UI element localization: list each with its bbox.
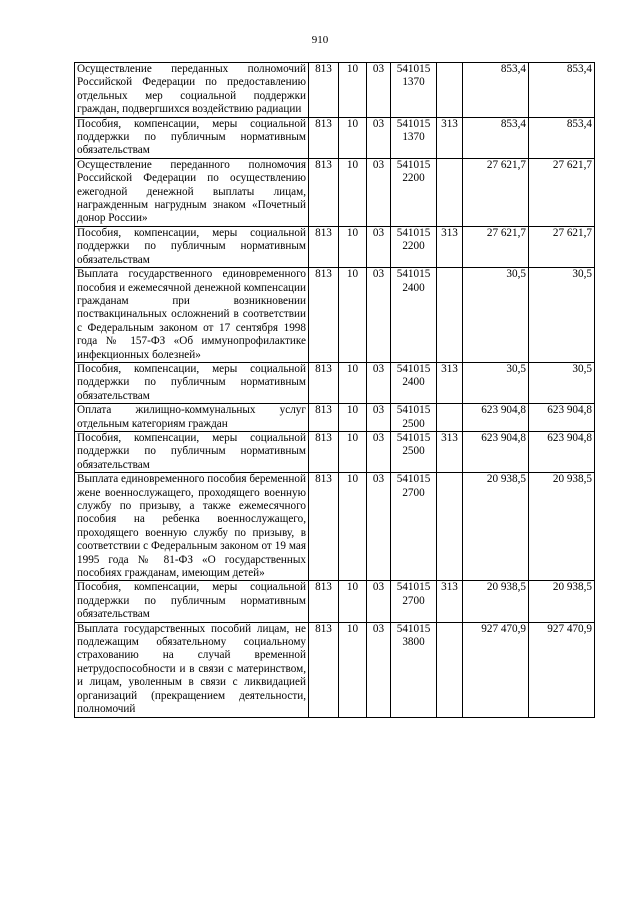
amount-cell-2: 623 904,8: [529, 431, 595, 472]
amount-cell-1: 853,4: [463, 117, 529, 158]
expense-type-cell: 313: [437, 431, 463, 472]
row-name-cell: Оплата жилищно-коммунальных услуг отдельным категориям граждан: [75, 404, 309, 432]
target-article-cell: 541015 2700: [391, 473, 437, 581]
target-article-cell: 541015 2700: [391, 581, 437, 622]
ministry-code-cell: 813: [309, 622, 339, 717]
amount-cell-2: 20 938,5: [529, 581, 595, 622]
subsection-code-cell: 03: [367, 622, 391, 717]
table-row: [75, 158, 595, 226]
expense-type-cell: 313: [437, 581, 463, 622]
amount-cell-1: 623 904,8: [463, 431, 529, 472]
amount-cell-2: 853,4: [529, 63, 595, 118]
amount-cell-2: 623 904,8: [529, 404, 595, 432]
amount-cell-1: 20 938,5: [463, 581, 529, 622]
expense-type-cell: [437, 404, 463, 432]
ministry-code-cell: 813: [309, 268, 339, 363]
amount-cell-2: 20 938,5: [529, 473, 595, 581]
row-name-cell: Пособия, компенсации, меры социальной поддержки по публичным нормативным обязательствам: [75, 117, 309, 158]
expense-type-cell: [437, 473, 463, 581]
table-row: [75, 117, 595, 158]
ministry-code-cell: 813: [309, 63, 339, 118]
expense-type-cell: 313: [437, 362, 463, 403]
ministry-code-cell: 813: [309, 581, 339, 622]
ministry-code-cell: 813: [309, 431, 339, 472]
amount-cell-1: 27 621,7: [463, 226, 529, 267]
ministry-code-cell: 813: [309, 404, 339, 432]
section-code-cell: 10: [339, 581, 367, 622]
expense-type-cell: 313: [437, 226, 463, 267]
ministry-code-cell: 813: [309, 158, 339, 226]
subsection-code-cell: 03: [367, 473, 391, 581]
subsection-code-cell: 03: [367, 117, 391, 158]
table-body: [75, 63, 595, 718]
amount-cell-2: 853,4: [529, 117, 595, 158]
row-name-cell: Осуществление переданных полномочий Российской Федерации по предоставлению отдельных мер социальной поддержки граждан, подвергшихся воздействию радиации: [75, 63, 309, 118]
ministry-code-cell: 813: [309, 117, 339, 158]
table-row: [75, 362, 595, 403]
subsection-code-cell: 03: [367, 63, 391, 118]
amount-cell-2: 27 621,7: [529, 226, 595, 267]
ministry-code-cell: 813: [309, 362, 339, 403]
amount-cell-1: 623 904,8: [463, 404, 529, 432]
table-row: [75, 268, 595, 363]
amount-cell-2: 30,5: [529, 362, 595, 403]
row-name-cell: Выплата единовременного пособия беременной жене военнослужащего, проходящего военную службу по призыву, а также ежемесячного пособия на ребенка военнослужащего, проходящего военную службу по призыву, в соответствии с Федеральным законом от 19 мая 1995 года № 81-ФЗ «О государственных пособиях гражданам, имеющим детей»: [75, 473, 309, 581]
amount-cell-1: 27 621,7: [463, 158, 529, 226]
row-name-cell: Выплата государственных пособий лицам, не подлежащим обязательному социальному страхованию на случай временной нетрудоспособности и в связи с материнством, и лицам, уволенным в связи с ликвидацией организаций (прекращением деятельности, полномочий: [75, 622, 309, 717]
section-code-cell: 10: [339, 268, 367, 363]
section-code-cell: 10: [339, 63, 367, 118]
row-name-cell: Выплата государственного единовременного пособия и ежемесячной денежной компенсации гражданам при возникновении поствакцинальных осложнений в соответствии с Федеральным законом от 17 сентября 1998 года № 157-ФЗ «Об иммунопрофилактике инфекционных болезней»: [75, 268, 309, 363]
expense-type-cell: 313: [437, 117, 463, 158]
subsection-code-cell: 03: [367, 226, 391, 267]
page-number: 910: [311, 34, 329, 46]
subsection-code-cell: 03: [367, 362, 391, 403]
amount-cell-2: 30,5: [529, 268, 595, 363]
section-code-cell: 10: [339, 473, 367, 581]
subsection-code-cell: 03: [367, 431, 391, 472]
expense-type-cell: [437, 158, 463, 226]
amount-cell-2: 27 621,7: [529, 158, 595, 226]
target-article-cell: 541015 3800: [391, 622, 437, 717]
subsection-code-cell: 03: [367, 158, 391, 226]
section-code-cell: 10: [339, 404, 367, 432]
section-code-cell: 10: [339, 362, 367, 403]
row-name-cell: Пособия, компенсации, меры социальной поддержки по публичным нормативным обязательствам: [75, 362, 309, 403]
row-name-cell: Осуществление переданного полномочия Российской Федерации по осуществлению ежегодной денежной выплаты лицам, награжденным нагрудным знаком «Почетный донор России»: [75, 158, 309, 226]
ministry-code-cell: 813: [309, 473, 339, 581]
amount-cell-1: 853,4: [463, 63, 529, 118]
expense-type-cell: [437, 63, 463, 118]
table-row: [75, 226, 595, 267]
table-row: [75, 63, 595, 118]
row-name-cell: Пособия, компенсации, меры социальной поддержки по публичным нормативным обязательствам: [75, 581, 309, 622]
subsection-code-cell: 03: [367, 404, 391, 432]
expense-type-cell: [437, 622, 463, 717]
row-name-cell: Пособия, компенсации, меры социальной поддержки по публичным нормативным обязательствам: [75, 431, 309, 472]
target-article-cell: 541015 2200: [391, 158, 437, 226]
table-row: [75, 404, 595, 432]
amount-cell-1: 30,5: [463, 362, 529, 403]
target-article-cell: 541015 2400: [391, 362, 437, 403]
target-article-cell: 541015 2500: [391, 404, 437, 432]
section-code-cell: 10: [339, 117, 367, 158]
target-article-cell: 541015 1370: [391, 117, 437, 158]
expense-type-cell: [437, 268, 463, 363]
target-article-cell: 541015 1370: [391, 63, 437, 118]
amount-cell-1: 927 470,9: [463, 622, 529, 717]
amount-cell-1: 30,5: [463, 268, 529, 363]
subsection-code-cell: 03: [367, 581, 391, 622]
table-row: [75, 581, 595, 622]
subsection-code-cell: 03: [367, 268, 391, 363]
amount-cell-2: 927 470,9: [529, 622, 595, 717]
section-code-cell: 10: [339, 431, 367, 472]
table-row: [75, 622, 595, 717]
target-article-cell: 541015 2500: [391, 431, 437, 472]
ministry-code-cell: 813: [309, 226, 339, 267]
amount-cell-1: 20 938,5: [463, 473, 529, 581]
section-code-cell: 10: [339, 622, 367, 717]
section-code-cell: 10: [339, 226, 367, 267]
target-article-cell: 541015 2200: [391, 226, 437, 267]
section-code-cell: 10: [339, 158, 367, 226]
row-name-cell: Пособия, компенсации, меры социальной поддержки по публичным нормативным обязательствам: [75, 226, 309, 267]
target-article-cell: 541015 2400: [391, 268, 437, 363]
table-row: [75, 473, 595, 581]
table-row: [75, 431, 595, 472]
budget-table: [74, 62, 595, 718]
